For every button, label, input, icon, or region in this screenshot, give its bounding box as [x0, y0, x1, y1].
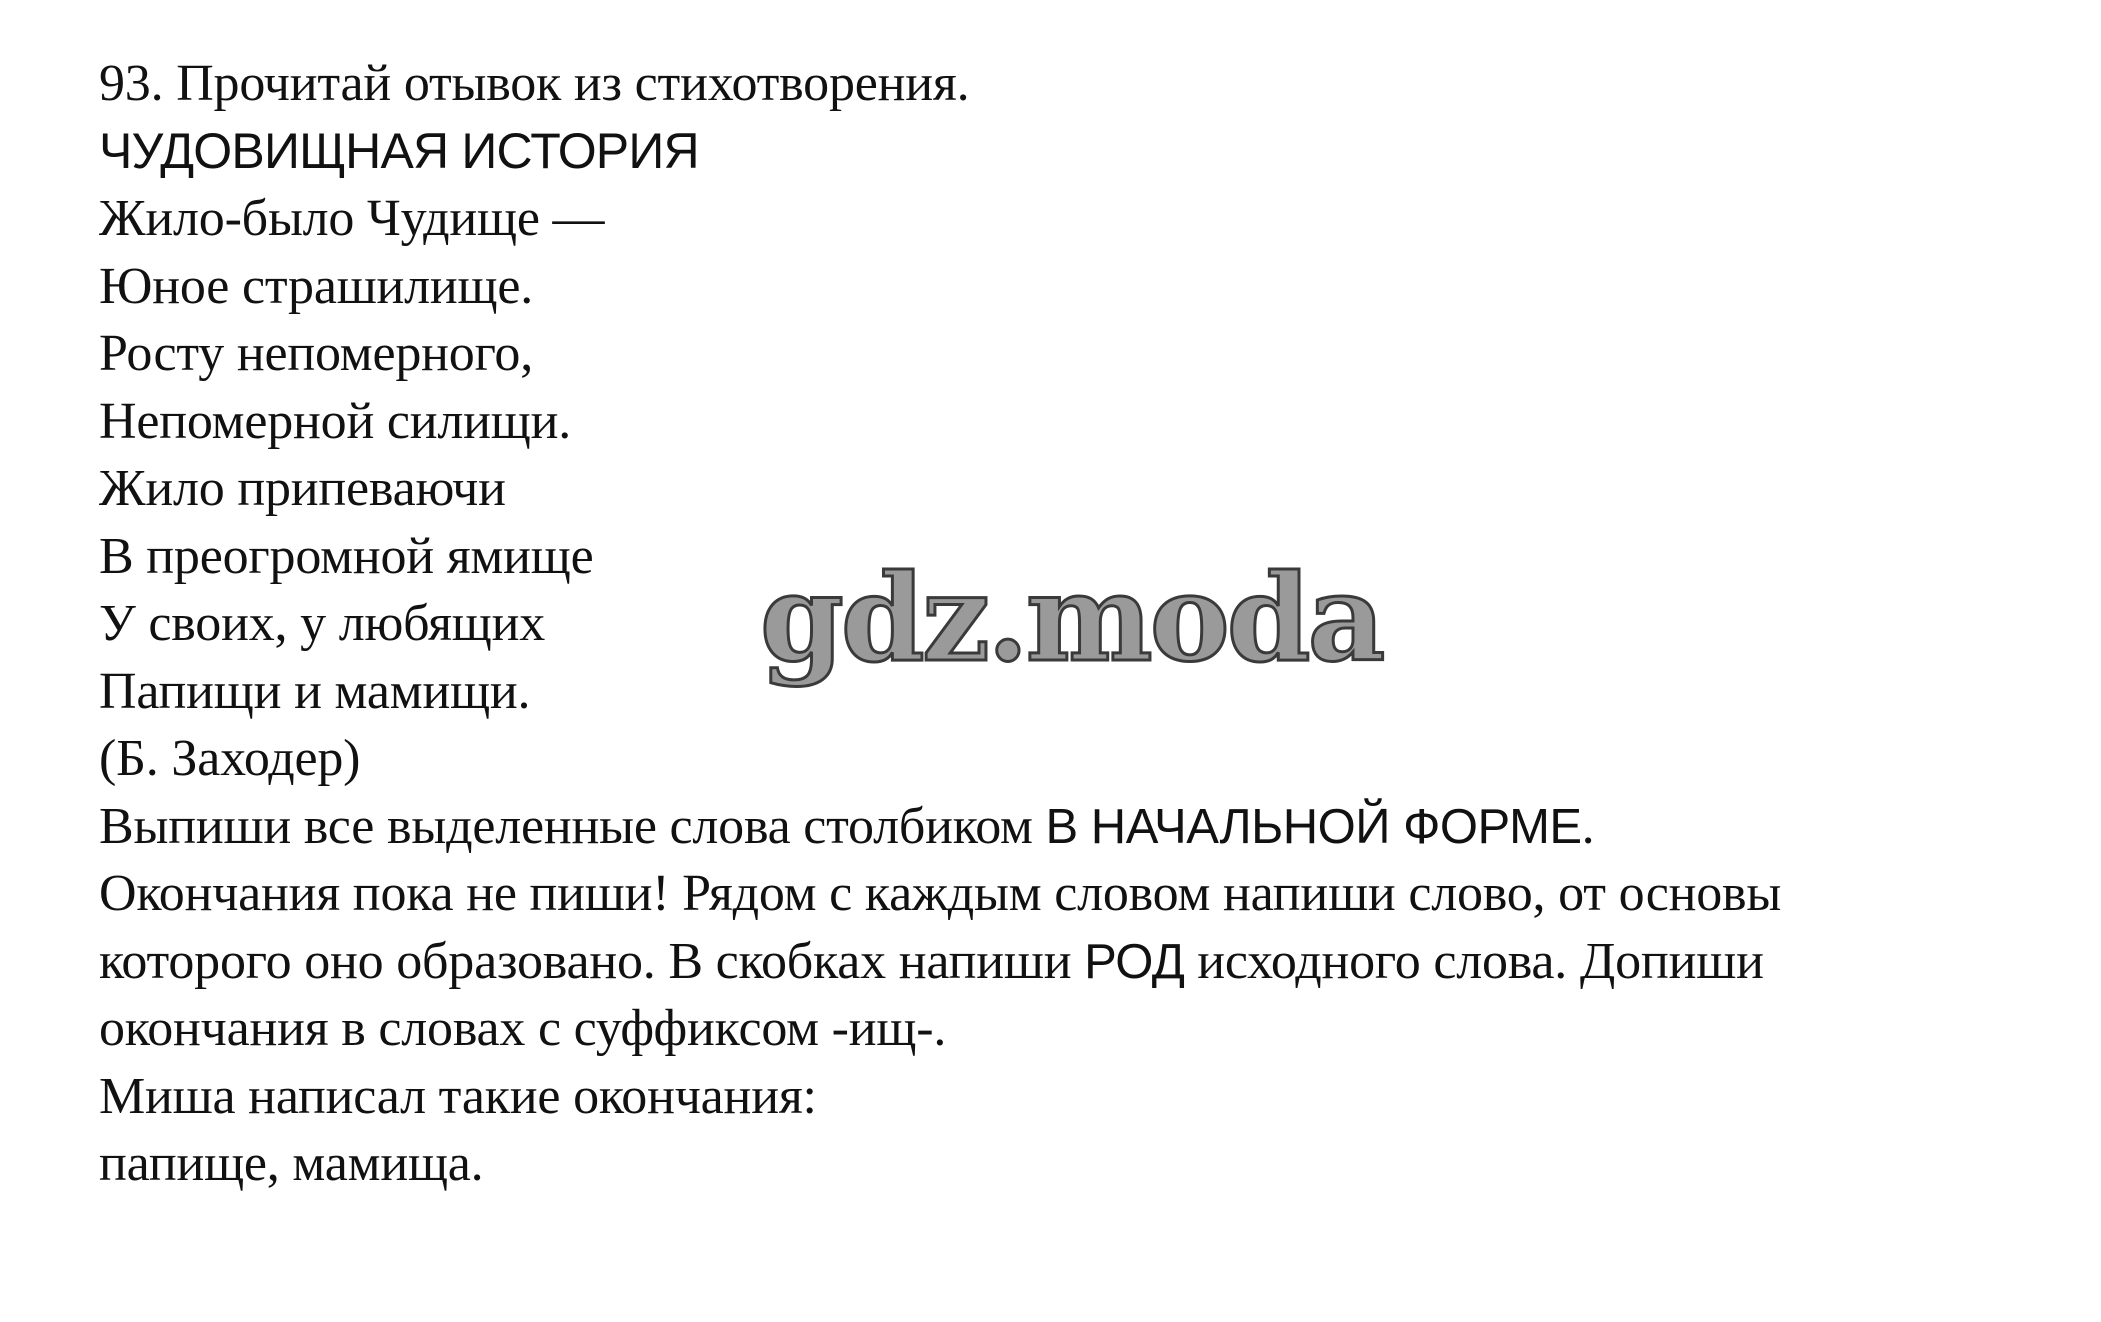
- instruction-line: Окончания пока не пиши! Рядом с каждым словом напиши слово, от основы: [99, 865, 1782, 922]
- poem-line: Юное страшилище.: [99, 257, 534, 315]
- watermark-logo: [760, 548, 1383, 710]
- watermark-text: gdz.moda: [760, 548, 1383, 689]
- exercise-task-line: 93. Прочитай отывок из стихотворения.: [99, 55, 970, 112]
- watermark-svg: [760, 548, 1383, 710]
- misha-line: Миша написал такие окончания:: [99, 1067, 817, 1125]
- poem-line: Непомерной силищи.: [99, 392, 572, 450]
- poem-title: ЧУДОВИЩНАЯ ИСТОРИЯ: [99, 122, 699, 179]
- poem-line: В преогромной ямище: [99, 527, 594, 585]
- instruction-line: окончания в словах с суффиксом -ищ-.: [99, 1000, 947, 1057]
- misha-answer: папище, мамища.: [99, 1135, 484, 1192]
- poem-line: Росту непомерного,: [99, 325, 534, 382]
- instruction-text: .: [1581, 797, 1595, 855]
- poem-line: Жило припеваючи: [99, 460, 506, 517]
- poem-line: Папищи и мамищи.: [99, 662, 531, 720]
- instruction-caps-text: В НАЧАЛЬНОЙ ФОРМЕ: [1045, 799, 1582, 854]
- poem-line: У своих, у любящих: [99, 595, 546, 652]
- instruction-caps-text: РОД: [1084, 934, 1185, 989]
- instruction-text: Выпиши все выделенные слова столбиком: [99, 797, 1046, 855]
- instruction-text: которого оно образовано. В скобках напиши: [99, 932, 1085, 990]
- instruction-line: [99, 928, 2079, 996]
- instruction-text: исходного слова. Допиши: [1184, 932, 1764, 990]
- poem-author: (Б. Заходер): [99, 730, 361, 787]
- instruction-line: [99, 793, 2079, 861]
- poem-line: Жило-было Чудище —: [99, 190, 605, 247]
